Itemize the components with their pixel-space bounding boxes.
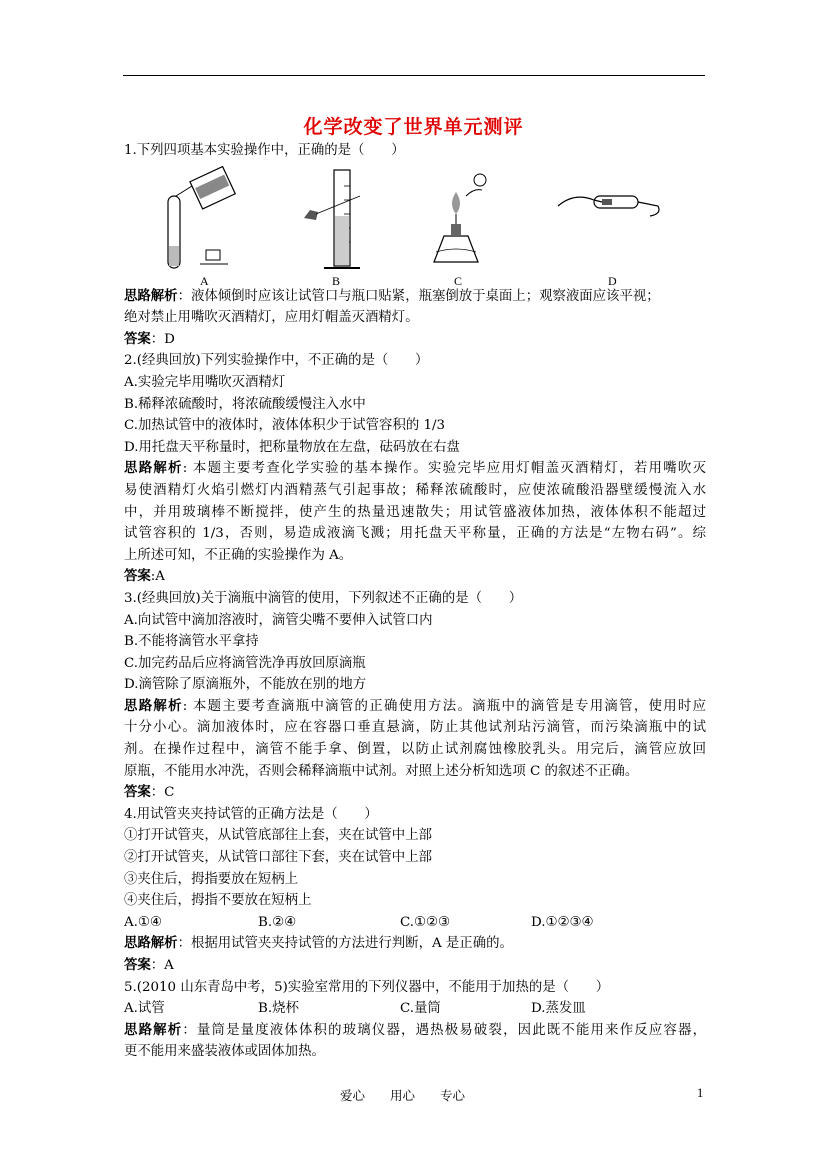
- q2-option-c: C.加热试管中的液体时，液体体积少于试管容积的 1/3: [124, 418, 446, 434]
- q2-analysis-cont: 上所述可知，不正确的实验操作为 A。: [124, 547, 353, 563]
- figure-label-d: D: [608, 273, 617, 288]
- q3-answer: 答案：C: [124, 785, 175, 801]
- q4-options: [124, 912, 706, 934]
- q4-stem: 4.用试管夹夹持试管的正确方法是（ ）: [124, 806, 378, 822]
- q3-option-a: A.向试管中滴加溶液时，滴管尖嘴不要伸入试管口内: [124, 612, 433, 628]
- q4-answer: 答案：A: [124, 958, 174, 973]
- q2-answer: 答案:A: [124, 569, 165, 585]
- q4-option-a: A.①④: [124, 914, 162, 930]
- q4-statement-1: ①打开试管夹，从试管底部往上套，夹在试管中上部: [124, 828, 432, 844]
- heating-tube-figure: [554, 166, 664, 274]
- q3-option-d: D.滴管除了原滴瓶外，不能放在别的地方: [124, 677, 367, 693]
- q3-analysis-cont: 十分小心。滴加液体时，应在容器口垂直悬滴，防止其他试剂玷污滴管，而污染滴瓶中的试: [124, 720, 706, 736]
- q4-statement-2: ②打开试管夹，从试管口部往下套，夹在试管中上部: [124, 850, 432, 866]
- q5-stem: 5.(2010 山东青岛中考，5)实验室常用的下列仪器中，不能用于加热的是（ ）: [124, 979, 610, 995]
- q5-analysis-cont: 更不能用来盛装液体或固体加热。: [124, 1044, 325, 1060]
- q1-analysis-cont: 绝对禁止用嘴吹灭酒精灯，应用灯帽盖灭酒精灯。: [124, 310, 419, 326]
- q5-option-a: A.试管: [124, 1001, 165, 1017]
- q1-analysis: 思路解析：液体倾倒时应该让试管口与瓶口贴紧，瓶塞倒放于桌面上；观察液面应该平视；: [124, 288, 660, 304]
- q3-option-c: C.加完药品后应将滴管洗净再放回原滴瓶: [124, 655, 366, 671]
- q3-option-b: B.不能将滴管水平拿持: [124, 634, 259, 650]
- q5-analysis: 思路解析：量筒是量度液体体积的玻璃仪器，遇热极易破裂，因此既不能用来作反应容器，: [124, 1022, 707, 1038]
- header-rule: [123, 75, 705, 76]
- q4-statement-4: ④夹住后，拇指不要放在短柄上: [124, 893, 312, 909]
- footer-motto: 爱心 用心 专心: [340, 1088, 466, 1103]
- pouring-liquid-figure: [154, 166, 244, 274]
- q5-options: [124, 998, 706, 1020]
- reading-cylinder-figure: [294, 166, 374, 274]
- q3-analysis: 思路解析: 本题主要考查滴瓶中滴管的正确使用方法。滴瓶中的滴管是专用滴管，使用时应: [124, 698, 707, 714]
- figure-label-a: A: [200, 273, 209, 288]
- q2-option-d: D.用托盘天平称量时，把称量物放在左盘，砝码放在右盘: [124, 439, 460, 455]
- q4-option-c: C.①②③: [400, 914, 451, 930]
- q2-analysis-cont: 易使酒精灯火焰引燃灯内酒精蒸气引起事故；稀释浓硫酸时，应使浓硫酸沿器壁缓慢流入水: [124, 482, 706, 498]
- q5-option-d: D.蒸发皿: [531, 1001, 586, 1017]
- q4-statement-3: ③夹住后，拇指要放在短柄上: [124, 871, 299, 887]
- q5-option-b: B.烧杯: [258, 1001, 299, 1017]
- q1-answer: 答案：D: [124, 331, 175, 347]
- q5-option-c: C.量筒: [400, 1001, 441, 1017]
- q1-figures: [124, 162, 706, 286]
- q2-stem: 2.(经典回放)下列实验操作中，不正确的是（ ）: [124, 353, 429, 369]
- q3-stem: 3.(经典回放)关于滴瓶中滴管的使用，下列叙述不正确的是（ ）: [124, 590, 523, 606]
- q4-option-d: D.①②③④: [531, 914, 594, 930]
- figure-label-b: B: [332, 273, 341, 288]
- document-body: [124, 140, 706, 1063]
- q2-analysis-cont: 中，并用玻璃棒不断搅拌，使产生的热量迅速散失；用试管盛液体加热，液体体积不能超过: [124, 504, 706, 520]
- page-title: 化学改变了世界单元测评: [303, 116, 524, 138]
- figure-label-c: C: [454, 273, 463, 288]
- q2-option-b: B.稀释浓硫酸时，将浓硫酸缓慢注入水中: [124, 396, 366, 412]
- q4-analysis: 思路解析：根据用试管夹夹持试管的方法进行判断，A 是正确的。: [124, 936, 513, 952]
- q3-analysis-cont: 剂。在操作过程中，滴管不能手拿、倒置，以防止试剂腐蚀橡胶乳头。用完后，滴管应放回: [124, 742, 706, 758]
- alcohol-lamp-figure: [424, 166, 494, 274]
- q2-option-a: A.实验完毕用嘴吹灭酒精灯: [124, 374, 286, 390]
- q1-stem: 1.下列四项基本实验操作中，正确的是（ ）: [124, 143, 405, 158]
- page-number: 1: [697, 1086, 704, 1100]
- q2-analysis-cont: 试管容积的 1/3，否则，易造成液滴飞溅；用托盘天平称量，正确的方法是“左物右码”。综: [124, 526, 706, 542]
- q2-analysis: 思路解析: 本题主要考查化学实验的基本操作。实验完毕应用灯帽盖灭酒精灯，若用嘴吹灭: [124, 461, 707, 477]
- q3-analysis-cont: 原瓶，不能用水冲洗，否则会稀释滴瓶中试剂。对照上述分析知选项 C 的叙述不正确。: [124, 763, 639, 779]
- q4-option-b: B.②④: [258, 914, 297, 930]
